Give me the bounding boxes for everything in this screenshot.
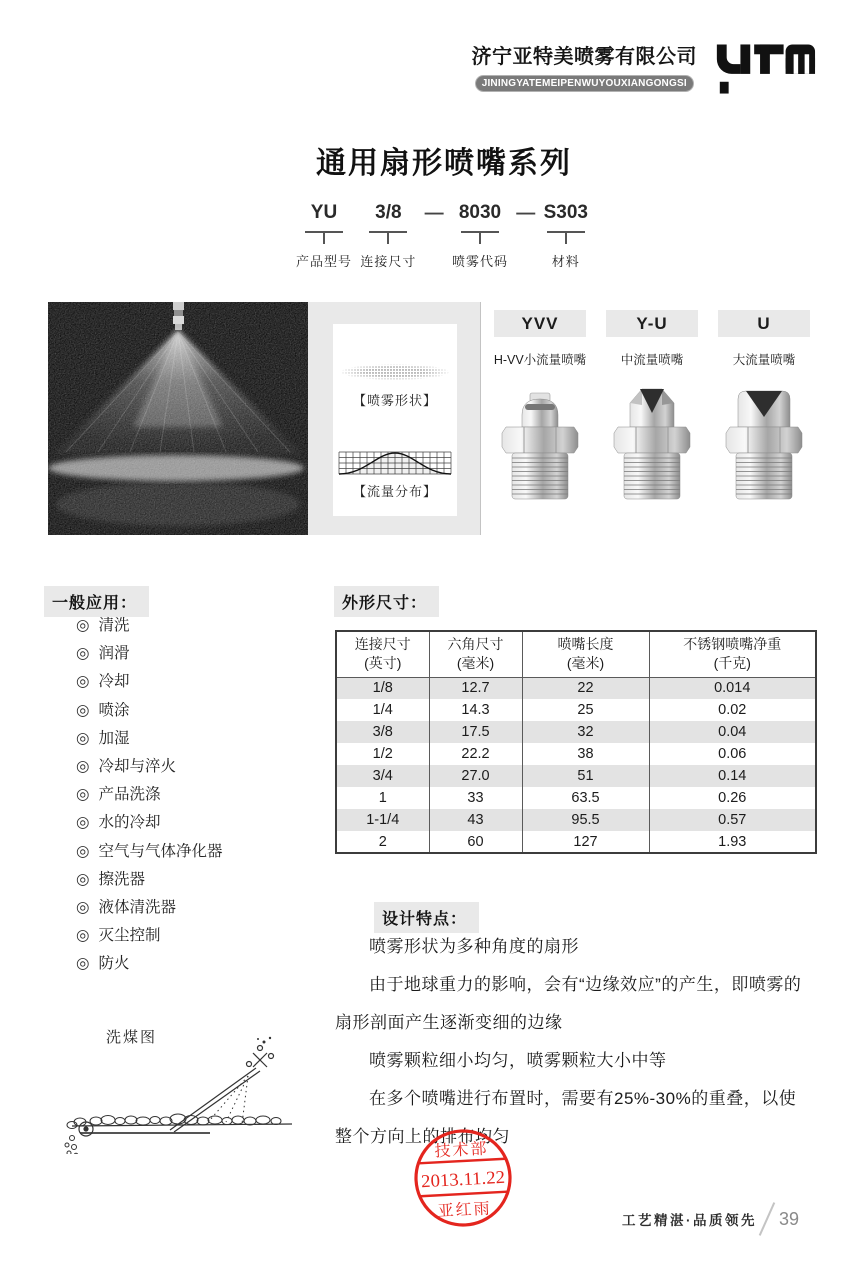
- spray-shape-figure: [339, 360, 451, 384]
- design-paragraph: 喷雾颗粒细小均匀，喷雾颗粒大小中等: [369, 1051, 667, 1070]
- table-cell: 127: [522, 831, 649, 853]
- table-cell: 63.5: [522, 787, 649, 809]
- table-cell: 51: [522, 765, 649, 787]
- code-value: YU: [310, 202, 338, 223]
- nozzle-types-section: [494, 310, 810, 503]
- application-label: 水的冷却: [98, 814, 161, 832]
- application-label: 喷涂: [98, 701, 130, 719]
- page-footer: [622, 1198, 799, 1240]
- table-row: [336, 677, 816, 699]
- design-paragraph: 喷雾形状为多种角度的扇形: [369, 937, 579, 956]
- tick-mark: [461, 231, 499, 244]
- table-row: [336, 721, 816, 743]
- table-cell: 1/2: [372, 746, 393, 762]
- design-features-text: [335, 928, 813, 1156]
- coal-wash-diagram-label: 洗煤图: [106, 1029, 158, 1046]
- application-label: 冷却: [98, 673, 130, 691]
- table-cell: 12.7: [429, 677, 522, 699]
- table-cell: 0.014: [649, 677, 816, 699]
- nozzle-column-u: [718, 310, 810, 503]
- table-cell: 0.04: [649, 721, 816, 743]
- application-label: 润滑: [98, 645, 130, 663]
- dimensions-heading: 外形尺寸：: [334, 586, 439, 617]
- table-cell: 38: [522, 743, 649, 765]
- table-cell: 3/4: [372, 768, 393, 784]
- application-label: 灭尘控制: [98, 927, 161, 945]
- table-header-cell: 喷嘴长度 (毫米): [522, 631, 649, 677]
- table-cell: 0.14: [649, 765, 816, 787]
- code-part-material: [544, 202, 588, 270]
- design-paragraph: 由于地球重力的影响，会有“边缘效应”的产生，即喷雾的扇形剖面产生逐渐变细的边缘: [335, 975, 802, 1032]
- nozzle-name: 大流量喷嘴: [732, 353, 796, 367]
- nozzle-code-badge: YVV: [494, 310, 586, 337]
- list-item: [76, 697, 223, 725]
- flow-distribution-figure: [337, 449, 453, 475]
- table-cell: 1/8: [372, 680, 393, 697]
- double-circle-bullet-icon: ◎: [76, 701, 90, 719]
- table-cell: 1: [378, 790, 387, 806]
- table-cell: 95.5: [522, 809, 649, 831]
- double-circle-bullet-icon: ◎: [76, 814, 90, 832]
- code-part-spray-code: [452, 202, 508, 270]
- ytm-logo-icon: [709, 38, 817, 100]
- footer-slogan: 工艺精湛·品质领先: [622, 1213, 757, 1228]
- flow-distribution-label: 【流量分布】: [352, 484, 437, 499]
- code-label: 材料: [551, 254, 580, 269]
- table-row: [336, 787, 816, 809]
- spray-diagram-card: [333, 324, 457, 516]
- table-row: [336, 699, 816, 721]
- table-cell: 22.2: [429, 743, 522, 765]
- applications-list: [76, 612, 223, 979]
- double-circle-bullet-icon: ◎: [76, 617, 90, 634]
- application-label: 加湿: [98, 729, 130, 747]
- spray-photo: [48, 302, 308, 535]
- list-item: [76, 894, 223, 922]
- list-item: [76, 725, 223, 753]
- coal-washing-illustration: [60, 1034, 305, 1154]
- table-cell: 3/8: [372, 724, 393, 740]
- double-circle-bullet-icon: ◎: [76, 842, 90, 860]
- double-circle-bullet-icon: ◎: [76, 927, 90, 945]
- code-label: 喷雾代码: [451, 254, 508, 269]
- tick-mark: [369, 231, 407, 244]
- code-label: 连接尺寸: [360, 254, 417, 269]
- code-value: 8030: [458, 202, 502, 223]
- double-circle-bullet-icon: ◎: [76, 870, 90, 888]
- dash-separator: —: [516, 203, 536, 224]
- application-label: 空气与气体净化器: [98, 842, 223, 860]
- nozzle-code-badge: U: [718, 310, 810, 337]
- design-paragraph: 在多个喷嘴进行布置时，需要有25%-30%的重叠，以使整个方向上的排布均匀: [335, 1089, 797, 1146]
- table-cell: 22: [522, 677, 649, 699]
- table-cell: 0.26: [649, 787, 816, 809]
- table-cell: 27.0: [429, 765, 522, 787]
- code-value: 3/8: [375, 202, 402, 223]
- company-name: 济宁亚特美喷雾有限公司: [471, 46, 697, 68]
- application-label: 液体清洗器: [98, 899, 177, 917]
- nozzle-code-badge: Y-U: [606, 310, 698, 337]
- table-cell: 1-1/4: [366, 812, 400, 828]
- spray-diagram-panel: [308, 302, 481, 535]
- spray-shape-label: 【喷雾形状】: [352, 393, 437, 408]
- table-cell: 14.3: [429, 699, 522, 721]
- table-cell: 0.02: [649, 699, 816, 721]
- page-header: [472, 40, 818, 100]
- spray-photo-image: [48, 302, 308, 535]
- nozzle-column-yvv: [494, 310, 586, 503]
- application-label: 防火: [98, 955, 130, 973]
- list-item: [76, 866, 223, 894]
- table-row: [336, 765, 816, 787]
- table-header-row: [336, 631, 816, 677]
- table-row: [336, 831, 816, 853]
- page-number: 39: [779, 1208, 800, 1229]
- list-item: [76, 640, 223, 668]
- nozzle-image-yu: [610, 383, 694, 503]
- nozzle-image-yvv: [498, 383, 582, 503]
- nozzle-column-yu: [606, 310, 698, 503]
- code-part-model: [296, 202, 352, 270]
- page-title: 通用扇形喷嘴系列: [316, 147, 572, 180]
- table-header-cell: 连接尺寸 (英寸): [336, 631, 429, 677]
- table-cell: 1.93: [649, 831, 816, 853]
- code-part-size: [360, 202, 416, 270]
- table-cell: 60: [429, 831, 522, 853]
- table-cell: 0.06: [649, 743, 816, 765]
- double-circle-bullet-icon: ◎: [76, 955, 90, 973]
- table-cell: 0.57: [649, 809, 816, 831]
- table-header-cell: 不锈钢喷嘴净重 (千克): [649, 631, 816, 677]
- list-item: [76, 781, 223, 809]
- stamp-date: 2013.11.22: [420, 1167, 502, 1192]
- tick-mark: [305, 231, 343, 244]
- slash-divider: [759, 1202, 775, 1236]
- applications-heading: 一般应用：: [44, 586, 149, 617]
- double-circle-bullet-icon: ◎: [76, 673, 90, 691]
- table-cell: 25: [522, 699, 649, 721]
- table-cell: 43: [429, 809, 522, 831]
- double-circle-bullet-icon: ◎: [76, 758, 90, 776]
- double-circle-bullet-icon: ◎: [76, 645, 90, 663]
- approval-stamp-seal: [411, 1126, 515, 1230]
- list-item: [76, 838, 223, 866]
- table-cell: 2: [378, 833, 387, 850]
- list-item: [76, 922, 223, 950]
- tick-mark: [547, 231, 585, 244]
- application-label: 产品洗涤: [98, 786, 161, 804]
- product-code-legend: [296, 202, 588, 270]
- design-features-heading: 设计特点：: [374, 902, 479, 933]
- nozzle-image-u: [722, 383, 806, 503]
- code-label: 产品型号: [296, 254, 353, 269]
- double-circle-bullet-icon: ◎: [76, 786, 90, 804]
- double-circle-bullet-icon: ◎: [76, 729, 90, 747]
- code-value: S303: [543, 202, 588, 223]
- application-label: 擦洗器: [98, 870, 146, 888]
- list-item: [76, 950, 223, 978]
- nozzle-name: H-VV小流量喷嘴: [493, 353, 587, 367]
- company-block: [472, 40, 698, 92]
- list-item: [76, 612, 223, 640]
- list-item: [76, 753, 223, 781]
- dimensions-table: [335, 630, 817, 854]
- table-cell: 32: [522, 721, 649, 743]
- double-circle-bullet-icon: ◎: [76, 899, 90, 917]
- application-label: 冷却与淬火: [98, 758, 177, 776]
- application-label: 清洗: [98, 617, 130, 634]
- stamp-name: 亚红雨: [437, 1200, 493, 1221]
- table-row: [336, 809, 816, 831]
- list-item: [76, 809, 223, 837]
- table-row: [336, 743, 816, 765]
- nozzle-name: 中流量喷嘴: [620, 353, 684, 367]
- list-item: [76, 668, 223, 696]
- table-header-cell: 六角尺寸 (毫米): [429, 631, 522, 677]
- stamp-department: 技术部: [434, 1140, 489, 1161]
- table-cell: 17.5: [429, 721, 522, 743]
- table-cell: 33: [429, 787, 522, 809]
- dash-separator: —: [424, 203, 444, 224]
- table-cell: 1/4: [372, 702, 393, 718]
- company-pinyin-badge: JININGYATEMEIPENWUYOUXIANGONGSI: [475, 75, 694, 92]
